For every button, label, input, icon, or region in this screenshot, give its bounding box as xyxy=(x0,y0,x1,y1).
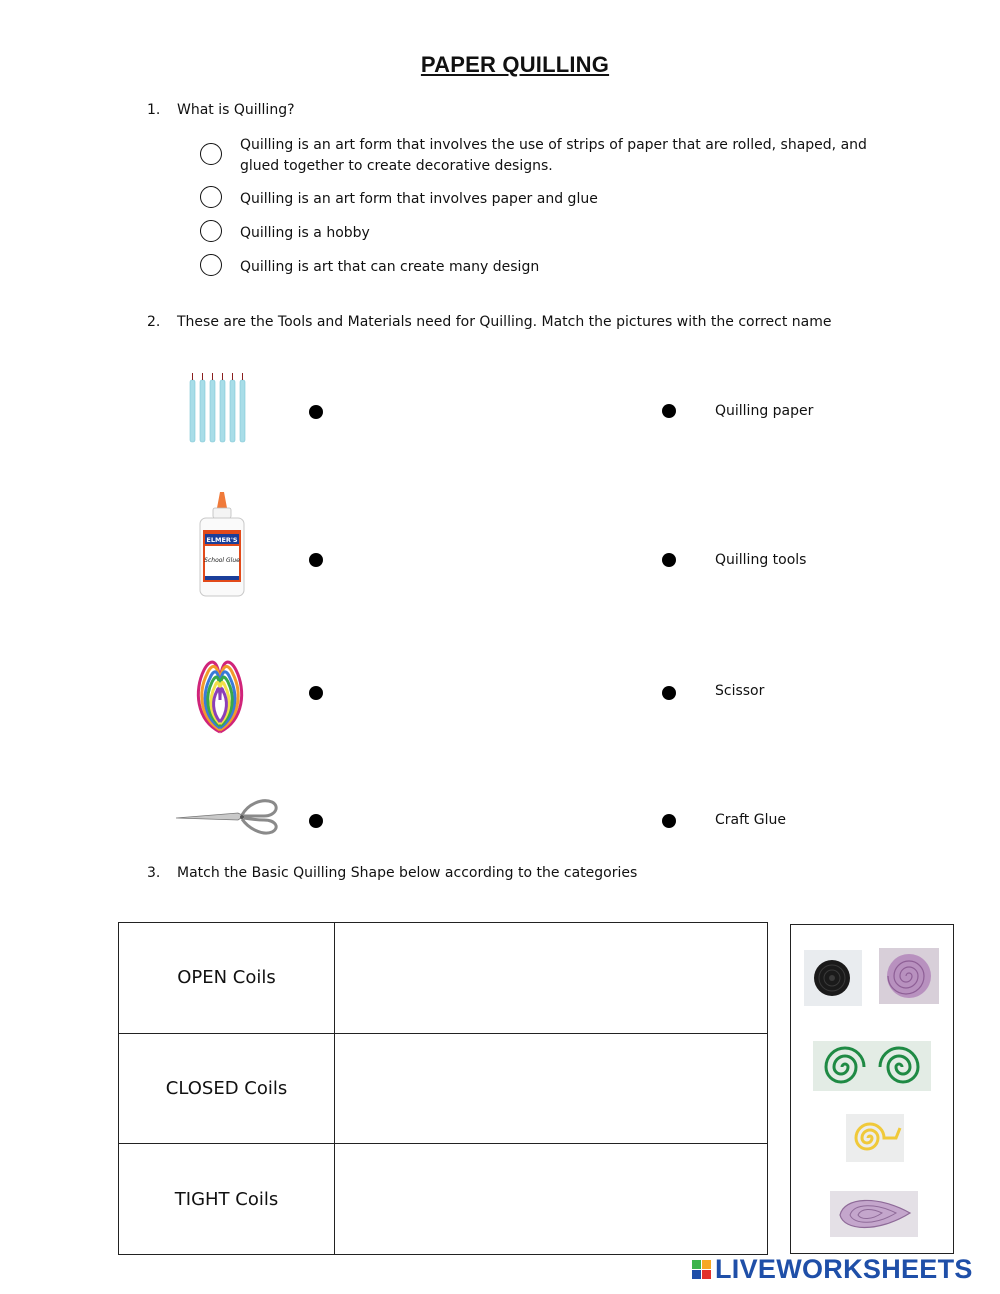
purple-teardrop-shape[interactable] xyxy=(830,1191,918,1237)
q1-text: What is Quilling? xyxy=(177,102,295,118)
match-dot-right-4[interactable] xyxy=(662,814,676,828)
table-row xyxy=(119,1033,768,1144)
q1-option-2-text: Quilling is an art form that involves paper and glue xyxy=(240,191,598,207)
scissors-picture xyxy=(172,796,282,840)
q2-number: 2. xyxy=(147,314,161,330)
drop-zone-closed[interactable] xyxy=(335,1033,768,1144)
green-open-coils-shape[interactable] xyxy=(813,1041,931,1091)
glue-bottle-brand-label: ELMER'S xyxy=(206,536,238,544)
quilling-tools-picture xyxy=(185,370,251,448)
q1-option-4-text: Quilling is art that can create many design xyxy=(240,259,540,275)
drop-zone-open[interactable] xyxy=(335,923,768,1034)
q2-text: These are the Tools and Materials need for Quilling. Match the pictures with the correct name xyxy=(177,314,832,330)
glue-bottle-picture xyxy=(196,490,248,600)
liveworksheets-logo xyxy=(692,1254,973,1284)
worksheet-title: PAPER QUILLING xyxy=(420,52,610,77)
paper-strips-picture xyxy=(190,650,252,736)
q1-option-3-text: Quilling is a hobby xyxy=(240,225,370,241)
liveworksheets-brand-text: LIVEWORKSHEETS xyxy=(715,1253,973,1284)
glue-bottle-sub-label: School Glue xyxy=(204,557,240,564)
q1-option-3-radio[interactable] xyxy=(200,220,222,242)
categories-table xyxy=(118,922,768,1255)
match-label-1: Quilling paper xyxy=(715,403,814,419)
match-dot-right-3[interactable] xyxy=(662,686,676,700)
q1-option-4-radio[interactable] xyxy=(200,254,222,276)
match-dot-right-1[interactable] xyxy=(662,404,676,418)
match-label-4: Craft Glue xyxy=(715,812,786,828)
purple-loose-coil-shape[interactable] xyxy=(879,948,939,1004)
category-label-tight: TIGHT Coils xyxy=(119,1144,335,1255)
q1-option-2-radio[interactable] xyxy=(200,186,222,208)
match-dot-left-3[interactable] xyxy=(309,686,323,700)
match-dot-left-2[interactable] xyxy=(309,553,323,567)
drop-zone-tight[interactable] xyxy=(335,1144,768,1255)
q1-option-1-text: Quilling is an art form that involves the use of strips of paper that are rolled, shaped, and glued together to create decorative designs. xyxy=(240,137,867,174)
yellow-open-coil-shape[interactable] xyxy=(846,1114,904,1162)
q3-text: Match the Basic Quilling Shape below according to the categories xyxy=(177,865,638,881)
match-dot-left-4[interactable] xyxy=(309,814,323,828)
table-row xyxy=(119,923,768,1034)
q1-number: 1. xyxy=(147,102,161,118)
q1-option-1-radio[interactable] xyxy=(200,143,222,165)
match-dot-right-2[interactable] xyxy=(662,553,676,567)
liveworksheets-logo-icon xyxy=(692,1260,711,1279)
black-coil-shape[interactable] xyxy=(804,950,862,1006)
table-row xyxy=(119,1144,768,1255)
category-label-closed: CLOSED Coils xyxy=(119,1033,335,1144)
category-label-open: OPEN Coils xyxy=(119,923,335,1034)
match-dot-left-1[interactable] xyxy=(309,405,323,419)
match-label-2: Quilling tools xyxy=(715,552,807,568)
match-label-3: Scissor xyxy=(715,683,765,699)
q3-number: 3. xyxy=(147,865,161,881)
